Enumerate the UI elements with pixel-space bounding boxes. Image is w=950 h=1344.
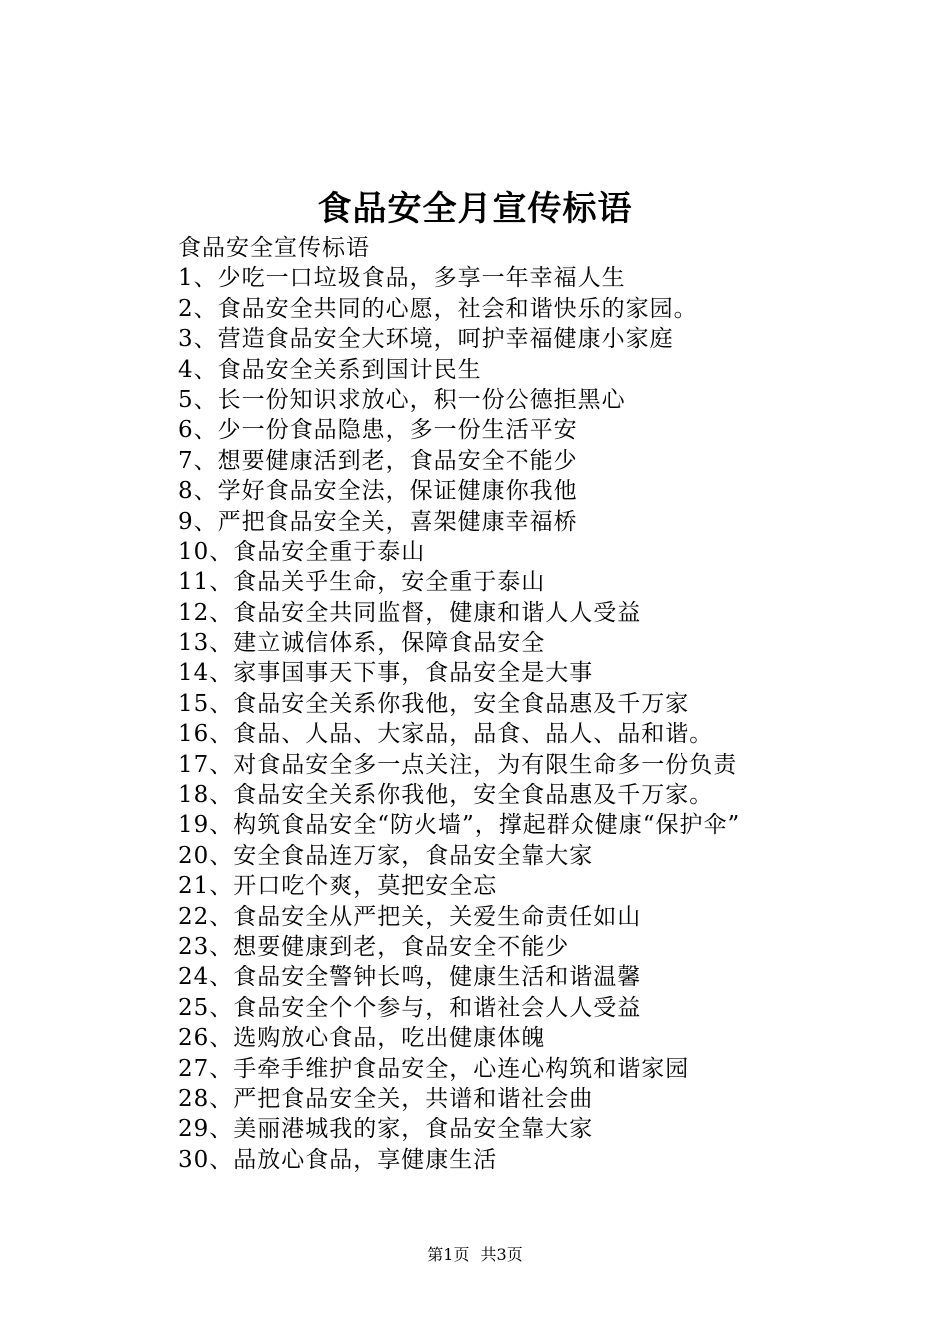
page-total: 共3页 — [480, 1245, 523, 1264]
slogan-item: 29、美丽港城我的家，食品安全靠大家 — [178, 1116, 594, 1143]
slogan-item: 30、品放心食品，享健康生活 — [178, 1146, 498, 1173]
slogan-item: 13、建立诚信体系，保障食品安全 — [178, 630, 546, 657]
slogan-item: 16、食品、人品、大家品，品食、品人、品和谐。 — [178, 721, 714, 748]
slogan-item: 27、手牵手维护食品安全，心连心构筑和谐家园 — [178, 1055, 690, 1082]
slogan-item: 10、食品安全重于泰山 — [178, 538, 426, 565]
document-title: 食品安全月宣传标语 — [317, 189, 633, 229]
slogan-item: 11、食品关乎生命，安全重于泰山 — [178, 569, 546, 596]
slogan-item: 8、学好食品安全法，保证健康你我他 — [178, 478, 578, 505]
slogan-item: 21、开口吃个爽，莫把安全忘 — [178, 873, 498, 900]
slogan-item: 2、食品安全共同的心愿，社会和谐快乐的家园。 — [178, 295, 698, 322]
slogan-item: 14、家事国事天下事，食品安全是大事 — [178, 660, 594, 687]
slogan-item: 15、食品安全关系你我他，安全食品惠及千万家 — [178, 690, 690, 717]
slogan-item: 23、想要健康到老，食品安全不能少 — [178, 933, 570, 960]
slogan-item: 19、构筑食品安全“防火墙”，撑起群众健康“保护伞” — [178, 812, 741, 839]
slogan-item: 3、营造食品安全大环境，呵护幸福健康小家庭 — [178, 326, 674, 353]
slogan-item: 17、对食品安全多一点关注，为有限生命多一份负责 — [178, 751, 738, 778]
slogan-item: 25、食品安全个个参与，和谐社会人人受益 — [178, 994, 642, 1021]
slogan-item: 28、严把食品安全关，共谱和谐社会曲 — [178, 1085, 594, 1112]
slogan-item: 4、食品安全关系到国计民生 — [178, 356, 482, 383]
slogan-item: 6、少一份食品隐患，多一份生活平安 — [178, 417, 578, 444]
slogan-item: 7、想要健康活到老，食品安全不能少 — [178, 447, 578, 474]
page-footer — [0, 1244, 950, 1266]
slogan-item: 24、食品安全警钟长鸣，健康生活和谐温馨 — [178, 964, 642, 991]
document-subtitle: 食品安全宣传标语 — [178, 235, 370, 261]
slogan-list — [178, 263, 878, 1175]
document-body — [178, 233, 878, 1175]
slogan-item: 18、食品安全关系你我他，安全食品惠及千万家。 — [178, 782, 714, 809]
slogan-item: 5、长一份知识求放心，积一份公德拒黑心 — [178, 386, 626, 413]
slogan-item: 26、选购放心食品，吃出健康体魄 — [178, 1025, 546, 1052]
page-number: 第1页 — [427, 1245, 470, 1264]
slogan-item: 20、安全食品连万家，食品安全靠大家 — [178, 842, 594, 869]
slogan-item: 1、少吃一口垃圾食品，多享一年幸福人生 — [178, 265, 626, 292]
slogan-item: 9、严把食品安全关，喜架健康幸福桥 — [178, 508, 578, 535]
slogan-item: 22、食品安全从严把关，关爱生命责任如山 — [178, 903, 642, 930]
slogan-item: 12、食品安全共同监督，健康和谐人人受益 — [178, 599, 642, 626]
